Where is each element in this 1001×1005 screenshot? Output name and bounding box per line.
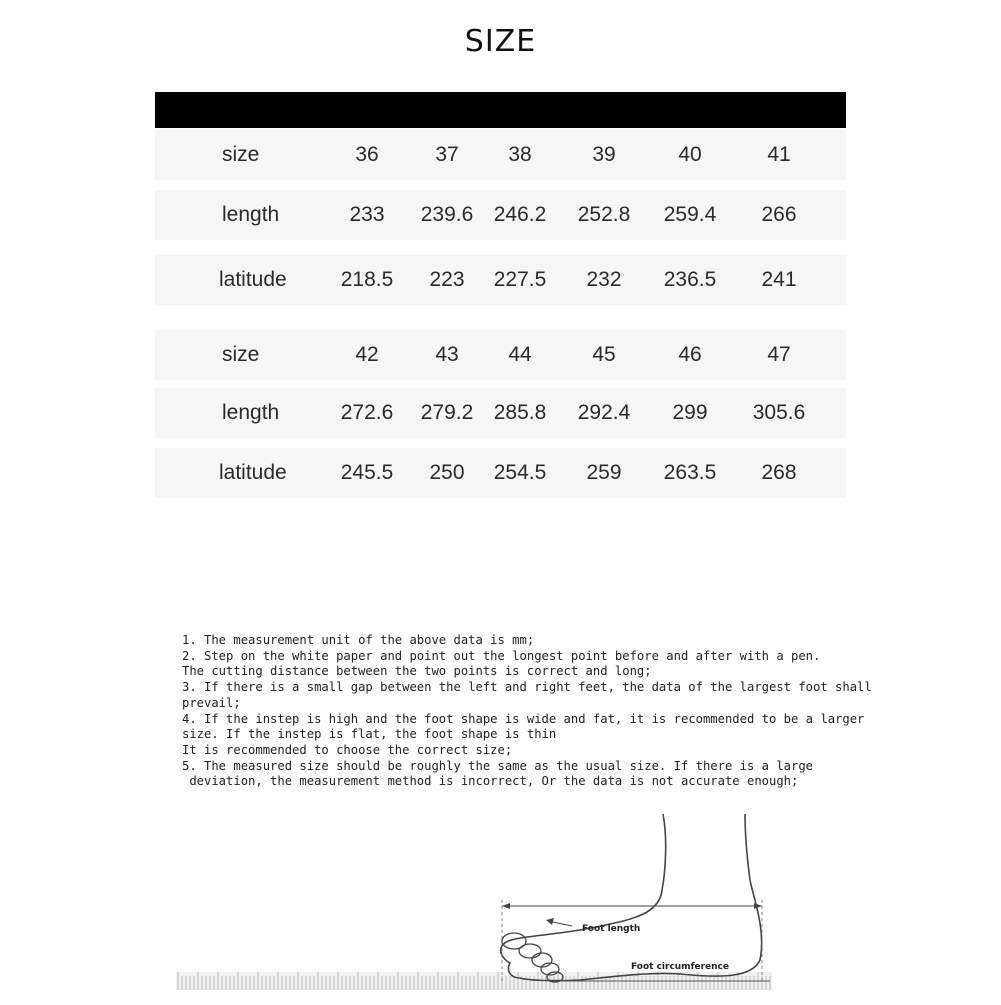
note-line: deviation, the measurement method is incorrect, Or the data is not accurate enough;	[182, 774, 799, 789]
table-cell: 263.5	[663, 461, 717, 484]
table-cell: 305.6	[752, 401, 806, 424]
table-row	[155, 448, 846, 498]
table-cell: 223	[429, 268, 465, 291]
table-cell: 41	[767, 143, 791, 166]
table-cell: 266	[761, 203, 797, 226]
table-cell: 47	[767, 343, 791, 366]
row-label: length	[222, 203, 280, 226]
note-line: 3. If there is a small gap between the left and right feet, the data of the largest foot shall	[182, 680, 872, 695]
table-cell: 239.6	[420, 203, 474, 226]
table-cell: 245.5	[340, 461, 394, 484]
table-row	[155, 388, 846, 438]
note-line: 1. The measurement unit of the above data is mm;	[182, 633, 535, 647]
table-header-bar	[155, 92, 846, 128]
table-cell: 259	[586, 461, 622, 484]
table-cell: 236.5	[663, 268, 717, 291]
note-line: 2. Step on the white paper and point out the longest point before and after with a pen.	[182, 648, 821, 663]
table-cell: 40	[678, 143, 702, 166]
foot-length-label: Foot length	[582, 924, 641, 934]
foot-drawing	[0, 800, 1001, 1001]
table-cell: 241	[761, 268, 797, 291]
note-line: It is recommended to choose the correct size;	[182, 742, 513, 757]
note-line: The cutting distance between the two points is correct and long;	[182, 664, 652, 679]
page-title: SIZE	[464, 24, 537, 59]
table-cell: 227.5	[493, 268, 547, 291]
table-cell: 37	[435, 143, 459, 166]
table-cell: 36	[355, 143, 379, 166]
row-label: latitude	[219, 461, 287, 484]
table-cell: 259.4	[663, 203, 717, 226]
row-label: size	[222, 343, 260, 366]
table-cell: 246.2	[493, 203, 547, 226]
table-cell: 39	[592, 143, 616, 166]
table-cell: 254.5	[493, 461, 547, 484]
row-label: length	[222, 401, 280, 424]
table-cell: 232	[586, 268, 622, 291]
measurement-notes	[182, 633, 882, 790]
table-cell: 218.5	[340, 268, 394, 291]
foot-outline	[501, 814, 762, 981]
table-row	[155, 130, 846, 180]
table-cell: 43	[435, 343, 459, 366]
row-label: size	[222, 143, 260, 166]
table-cell: 250	[429, 461, 465, 484]
note-line: 5. The measured size should be roughly the same as the usual size. If there is a large	[182, 758, 814, 773]
table-cell: 272.6	[340, 401, 394, 424]
foot-measurement-illustration	[0, 800, 1001, 1001]
table-row	[155, 190, 846, 240]
table-cell: 252.8	[577, 203, 631, 226]
pointer-arrow-icon	[546, 918, 554, 925]
note-line: prevail;	[182, 695, 241, 710]
table-row	[155, 330, 846, 380]
row-label: latitude	[219, 268, 287, 291]
table-cell: 45	[592, 343, 616, 366]
note-line: 4. If the instep is high and the foot shape is wide and fat, it is recommended to be a larger	[182, 711, 865, 726]
table-cell: 268	[761, 461, 797, 484]
table-cell: 292.4	[577, 401, 631, 424]
table-cell: 299	[672, 401, 708, 424]
arrow-right-icon	[754, 903, 762, 909]
foot-circumference-label: Foot circumference	[631, 962, 729, 972]
table-row	[155, 255, 846, 305]
table-cell: 285.8	[493, 401, 547, 424]
arrow-left-icon	[502, 903, 510, 909]
table-cell: 38	[508, 143, 532, 166]
table-cell: 42	[355, 343, 379, 366]
table-cell: 279.2	[420, 401, 474, 424]
note-line: size. If the instep is flat, the foot shape is thin	[182, 727, 557, 742]
table-cell: 233	[349, 203, 385, 226]
table-cell: 44	[508, 343, 532, 366]
table-cell: 46	[678, 343, 702, 366]
